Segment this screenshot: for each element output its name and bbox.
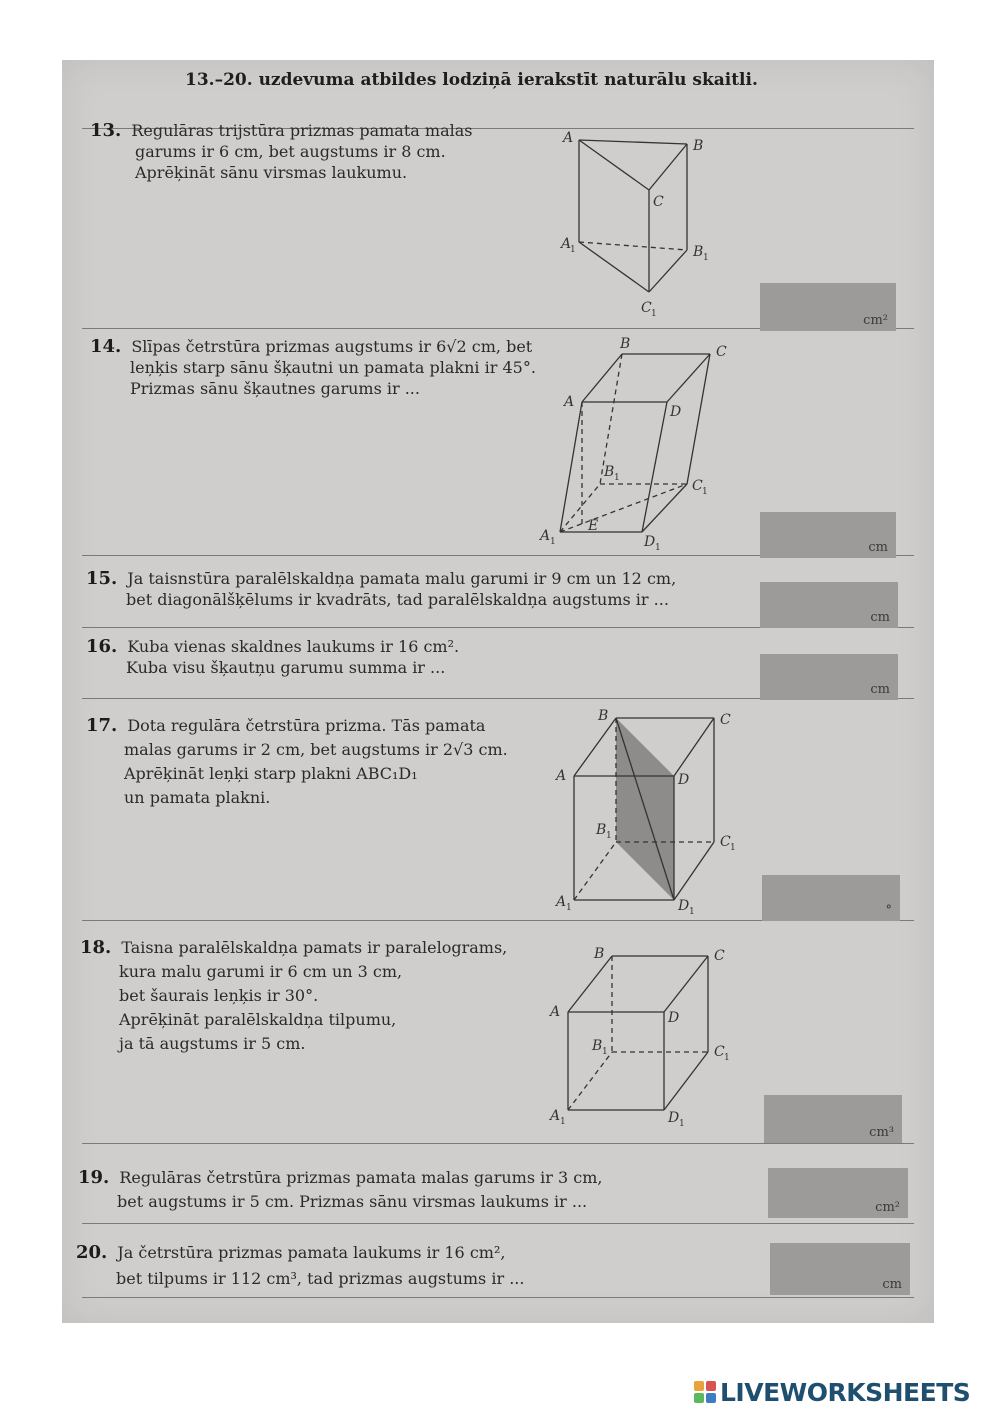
subscript: 1 bbox=[703, 253, 709, 263]
vertex-label: D bbox=[644, 534, 656, 550]
subscript: 1 bbox=[730, 843, 736, 853]
vertex-label: C bbox=[641, 300, 652, 316]
vertex-label: A bbox=[564, 394, 575, 410]
vertex-label: E bbox=[588, 518, 599, 534]
vertex-label: A bbox=[556, 768, 567, 784]
unit-label: cm bbox=[870, 610, 890, 625]
subscript: 1 bbox=[560, 1117, 566, 1127]
vertex-label: C bbox=[714, 1044, 725, 1060]
vertex-label: D bbox=[678, 898, 690, 914]
vertex-label: C bbox=[714, 948, 725, 964]
problem-19 bbox=[78, 1166, 602, 1214]
problem-text-line: Kuba vienas skaldnes laukums ir 16 cm². bbox=[127, 637, 460, 656]
subscript: 1 bbox=[702, 487, 708, 497]
figure-parallelepiped bbox=[548, 940, 738, 1140]
section-header: 13.–20. uzdevuma atbildes lodziņā ierakstīt naturālu skaitli. bbox=[185, 70, 758, 90]
unit-label: cm bbox=[868, 540, 888, 555]
separator bbox=[82, 1143, 914, 1144]
problem-14 bbox=[90, 336, 536, 399]
problem-text-line: Aprēķināt leņķi starp plakni ABC₁D₁ bbox=[124, 764, 418, 783]
answer-box-20[interactable] bbox=[770, 1243, 910, 1295]
subscript: 1 bbox=[606, 831, 612, 841]
vertex-label: A bbox=[561, 236, 572, 252]
vertex-label: C bbox=[720, 834, 731, 850]
problem-text-line: Ja taisnstūra paralēlskaldņa pamata malu garumi ir 9 cm un 12 cm, bbox=[127, 569, 677, 588]
vertex-label: B bbox=[693, 138, 704, 154]
problem-text-line: un pamata plakni. bbox=[124, 788, 271, 807]
unit-label: cm bbox=[882, 1277, 902, 1292]
problem-text-line: Aprēķināt paralēlskaldņa tilpumu, bbox=[119, 1010, 397, 1029]
problem-text-line: bet diagonālšķēlums ir kvadrāts, tad paralēlskaldņa augstums ir ... bbox=[126, 590, 669, 609]
problem-text-line: garums ir 6 cm, bet augstums ir 8 cm. bbox=[135, 142, 446, 161]
answer-box-15[interactable] bbox=[760, 582, 898, 628]
figure-triangular-prism bbox=[557, 122, 727, 322]
problem-text-line: Dota regulāra četrstūra prizma. Tās pamata bbox=[127, 716, 486, 735]
problem-text-line: leņķis starp sānu šķautni un pamata plakni ir 45°. bbox=[130, 358, 536, 377]
answer-box-17[interactable] bbox=[762, 875, 900, 921]
problem-number: 20. bbox=[76, 1242, 108, 1263]
vertex-label: D bbox=[668, 1110, 680, 1126]
worksheet-page bbox=[62, 60, 934, 1323]
vertex-label: D bbox=[668, 1010, 680, 1026]
problem-text-line: Regulāras četrstūra prizmas pamata malas garums ir 3 cm, bbox=[119, 1168, 603, 1187]
problem-16 bbox=[86, 636, 459, 678]
subscript: 1 bbox=[602, 1047, 608, 1057]
problem-text-line: bet tilpums ir 112 cm³, tad prizmas augstums ir ... bbox=[116, 1269, 525, 1288]
problem-text-line: Regulāras trijstūra prizmas pamata malas bbox=[131, 121, 473, 140]
vertex-label: C bbox=[716, 344, 727, 360]
subscript: 1 bbox=[570, 245, 576, 255]
vertex-label: D bbox=[678, 772, 690, 788]
vertex-label: D bbox=[670, 404, 682, 420]
unit-label: cm³ bbox=[869, 1125, 894, 1140]
problem-number: 13. bbox=[90, 120, 122, 141]
problem-number: 16. bbox=[86, 636, 118, 657]
separator bbox=[82, 1223, 914, 1224]
problem-text-line: ja tā augstums ir 5 cm. bbox=[119, 1034, 306, 1053]
vertex-label: A bbox=[556, 894, 567, 910]
vertex-label: C bbox=[720, 712, 731, 728]
subscript: 1 bbox=[655, 543, 661, 552]
problem-17 bbox=[86, 714, 508, 810]
unit-label: ° bbox=[885, 903, 892, 918]
subscript: 1 bbox=[550, 537, 556, 547]
vertex-label: A bbox=[550, 1108, 561, 1124]
problem-text-line: Ja četrstūra prizmas pamata laukums ir 16 cm², bbox=[117, 1243, 506, 1262]
subscript: 1 bbox=[689, 907, 695, 916]
vertex-label: A bbox=[540, 528, 551, 544]
vertex-label: A bbox=[563, 130, 574, 146]
separator bbox=[82, 1297, 914, 1298]
problem-number: 17. bbox=[86, 715, 118, 736]
vertex-label: C bbox=[692, 478, 703, 494]
problem-text-line: kura malu garumi ir 6 cm un 3 cm, bbox=[119, 962, 403, 981]
answer-box-13[interactable] bbox=[760, 283, 896, 331]
vertex-label: B bbox=[596, 822, 607, 838]
subscript: 1 bbox=[724, 1053, 730, 1063]
figure-oblique-prism bbox=[532, 332, 742, 552]
problem-number: 14. bbox=[90, 336, 122, 357]
subscript: 1 bbox=[651, 309, 657, 319]
answer-box-16[interactable] bbox=[760, 654, 898, 700]
vertex-label: B bbox=[693, 244, 704, 260]
problem-text-line: bet šaurais leņķis ir 30°. bbox=[119, 986, 319, 1005]
problem-text-line: Kuba visu šķautņu garumu summa ir ... bbox=[126, 658, 446, 677]
problem-text-line: Taisna paralēlskaldņa pamats ir paralelograms, bbox=[121, 938, 508, 957]
problem-text-line: bet augstums ir 5 cm. Prizmas sānu virsmas laukums ir ... bbox=[117, 1192, 588, 1211]
answer-box-14[interactable] bbox=[760, 512, 896, 558]
unit-label: cm² bbox=[875, 1200, 900, 1215]
problem-18 bbox=[80, 936, 507, 1056]
subscript: 1 bbox=[679, 1119, 685, 1129]
problem-number: 19. bbox=[78, 1167, 110, 1188]
answer-box-18[interactable] bbox=[764, 1095, 902, 1143]
problem-number: 15. bbox=[86, 568, 118, 589]
vertex-label: B bbox=[604, 464, 615, 480]
problem-number: 18. bbox=[80, 937, 112, 958]
liveworksheets-logo bbox=[694, 1377, 971, 1407]
problem-text-line: Slīpas četrstūra prizmas augstums ir 6√2 cm, bet bbox=[131, 337, 533, 356]
vertex-label: B bbox=[594, 946, 605, 962]
problem-13 bbox=[90, 120, 472, 183]
problem-15 bbox=[86, 568, 676, 610]
vertex-label: C bbox=[653, 194, 664, 210]
subscript: 1 bbox=[566, 903, 572, 913]
vertex-label: A bbox=[550, 1004, 561, 1020]
vertex-label: B bbox=[598, 708, 609, 724]
logo-text: LIVEWORKSHEETS bbox=[720, 1377, 971, 1407]
logo-icon bbox=[694, 1381, 716, 1403]
answer-box-19[interactable] bbox=[768, 1168, 908, 1218]
problem-text-line: Aprēķināt sānu virsmas laukumu. bbox=[135, 163, 408, 182]
problem-text-line: malas garums ir 2 cm, bet augstums ir 2√3 cm. bbox=[124, 740, 508, 759]
vertex-label: B bbox=[620, 336, 631, 352]
subscript: 1 bbox=[614, 473, 620, 483]
problem-text-line: Prizmas sānu šķautnes garums ir ... bbox=[130, 379, 420, 398]
unit-label: cm² bbox=[863, 313, 888, 328]
vertex-label: B bbox=[592, 1038, 603, 1054]
problem-20 bbox=[76, 1240, 524, 1292]
figure-prism-with-section bbox=[554, 706, 744, 916]
unit-label: cm bbox=[870, 682, 890, 697]
